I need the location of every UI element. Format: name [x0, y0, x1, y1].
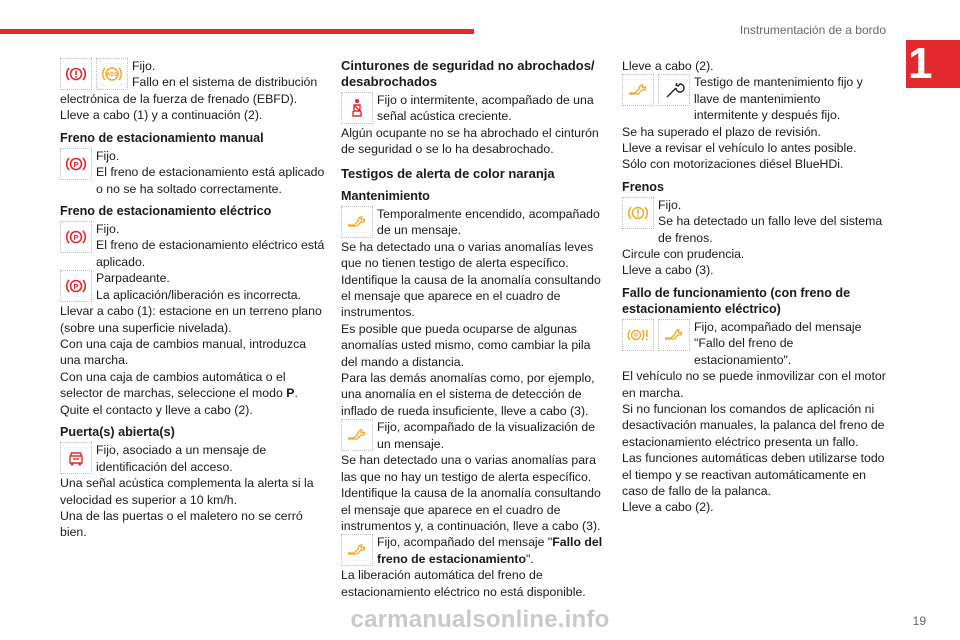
svg-text:P: P	[633, 332, 639, 340]
abs-action: Lleve a cabo (1) y a continuación (2).	[60, 108, 263, 123]
page-number: 19	[912, 614, 926, 628]
maintenance-text-2: Se ha detectado una o varias anomalías leves que no tienen testigo de alerta específico.	[341, 239, 594, 271]
heading-seatbelts: Cinturones de seguridad no abrochados/ desabrochados	[341, 58, 595, 89]
doors-text-3: Una de las puertas o el maletero no se cerró bien.	[60, 508, 303, 540]
wrench-icon	[658, 319, 690, 351]
doors-text-2: Una señal acústica complementa la alerta si la velocidad es superior a 10 km/h.	[60, 476, 314, 507]
service-text-4: Sólo con motorizaciones diésel BlueHDi.	[622, 157, 844, 172]
blinking-step-2: Con una caja de cambios manual, introduzca una marcha.	[60, 337, 307, 368]
mode-p: P	[286, 386, 295, 401]
brakes-state: Fijo.	[658, 197, 682, 212]
svg-text:P: P	[73, 282, 79, 292]
electric-state: Fijo.	[96, 222, 120, 237]
seatbelt-icon	[341, 92, 373, 124]
malfunction-text-3: Si no funcionan los comandos de aplicación ni desactivación manuales, la palanca del freno de estacionamiento eléctrico presenta un fallo.	[622, 401, 885, 449]
wrench-icon	[341, 419, 373, 451]
maintenance-text-5: Para las demás anomalías como, por ejemplo, una anomalía en el sistema de detección de inflado de rueda insuficiente, lleve a cabo (3).	[341, 371, 595, 418]
service-text-2: Se ha superado el plazo de revisión.	[622, 124, 821, 139]
brakes-text: Se ha detectado un fallo leve del sistema de frenos.	[658, 214, 883, 245]
abs-state: Fijo.	[132, 59, 156, 73]
seatbelt-block	[341, 92, 607, 125]
manual-text: El freno de estacionamiento está aplicado o no se ha soltado correctamente.	[96, 165, 325, 196]
watermark: carmanualsonline.info	[350, 606, 610, 633]
maintenance-text-2: Se han detectado una o varias anomalías para las que no hay un testigo de alerta específico.	[341, 453, 596, 484]
parking-brake-fault-icon	[622, 319, 654, 351]
abs-icon	[96, 58, 128, 90]
wrench-icon	[622, 74, 654, 106]
heading-doors-open: Puerta(s) abierta(s)	[60, 425, 175, 440]
heading-manual-parking-brake: Freno de estacionamiento manual	[60, 130, 264, 145]
doors-text: Fijo, asociado a un mensaje de identificación del acceso.	[96, 443, 267, 474]
electric-brake-block	[60, 221, 326, 270]
maintenance-text-4: Es posible que pueda ocuparse de algunas anomalías usted mismo, como cambiar la pila del mando a distancia.	[341, 321, 591, 369]
parking-brake-icon	[60, 221, 92, 253]
malfunction-text: Fijo, acompañado del mensaje "Fallo del freno de estacionamiento".	[694, 319, 862, 367]
top-red-bar	[0, 29, 474, 34]
door-open-icon	[60, 442, 92, 474]
maintenance-text-3: Identifique la causa de la anomalía consultando el mensaje que aparece en el cuadro de instrumentos.	[341, 272, 601, 320]
parking-brake-icon	[60, 270, 92, 302]
electric-text: El freno de estacionamiento eléctrico está aplicado.	[96, 238, 325, 269]
chapter-tab: 1	[906, 40, 960, 88]
brakes-block	[622, 197, 888, 246]
blinking-step-3-text: Con una caja de cambios automática o el selector de marchas, seleccione el modo	[60, 369, 287, 401]
maintenance-block-2	[341, 419, 607, 452]
seatbelt-text: Fijo o intermitente, acompañado de una señal acústica creciente.	[377, 93, 594, 124]
blinking-step-1: Llevar a cabo (1): estacione en un terreno plano (sobre una superficie nivelada).	[60, 304, 322, 335]
msg-name: Fallo del freno de estacionamiento	[377, 535, 603, 566]
doors-block	[60, 442, 326, 475]
svg-text:P: P	[73, 159, 79, 169]
header-title: Instrumentación de a bordo	[739, 23, 886, 37]
malfunction-text-4: Las funciones automáticas deben utilizarse todo el tiempo y se reactivan automáticamente en caso de fallo de la palanca.	[622, 451, 885, 498]
maintenance-text-3: Identifique la causa de la anomalía consultando el mensaje que aparece en el cuadro de instrumentos y, a continuación, lleve a cabo (3).	[341, 486, 601, 533]
blinking-step-3	[60, 369, 326, 402]
heading-malfunction: Fallo de funcionamiento (con freno de estacionamiento eléctrico)	[622, 285, 851, 316]
maintenance-text	[341, 534, 607, 567]
heading-maintenance: Mantenimiento	[341, 188, 430, 203]
column-3	[622, 58, 888, 516]
maintenance-text-2: La liberación automática del freno de estacionamiento eléctrico no está disponible.	[341, 568, 586, 599]
service-key-icon	[658, 74, 690, 106]
blinking-state: Parpadeante.	[96, 271, 170, 286]
abs-warning-block	[60, 58, 326, 91]
brakes-text-2: Circule con prudencia.	[622, 247, 745, 262]
blinking-text: La aplicación/liberación es incorrecta.	[96, 287, 302, 302]
msg-suffix: ".	[525, 551, 534, 566]
msg-prefix: Fijo, acompañado del mensaje "	[377, 535, 553, 550]
maintenance-block-3	[341, 534, 607, 567]
brakes-text-3: Lleve a cabo (3).	[622, 263, 714, 278]
maintenance-text: Fijo, acompañado de la visualización de un mensaje.	[377, 420, 596, 451]
svg-text:ABS: ABS	[106, 72, 118, 79]
service-block	[622, 74, 888, 123]
wrench-icon	[341, 534, 373, 566]
service-text: Testigo de mantenimiento fijo y llave de mantenimiento intermitente y después fijo.	[694, 75, 863, 123]
brake-warning-icon	[60, 58, 92, 90]
malfunction-block	[622, 319, 888, 368]
action-text: Lleve a cabo (2).	[622, 59, 714, 73]
period: .	[294, 386, 298, 401]
svg-text:P: P	[73, 232, 79, 242]
service-text-3: Lleve a revisar el vehículo lo antes posible.	[622, 141, 857, 156]
parking-brake-icon	[60, 148, 92, 180]
column-2	[341, 58, 607, 600]
brake-warning-icon	[622, 197, 654, 229]
abs-text-2: electrónica de la fuerza de frenado (EBFD).	[60, 92, 298, 106]
column-1	[60, 58, 326, 541]
blinking-step-4: Quite el contacto y lleve a cabo (2).	[60, 402, 253, 417]
blinking-brake-block	[60, 270, 326, 303]
manual-brake-block	[60, 148, 326, 197]
heading-electric-parking-brake: Freno de estacionamiento eléctrico	[60, 204, 272, 219]
seatbelt-text-2: Algún ocupante no se ha abrochado el cinturón de seguridad o se lo ha desabrochado.	[341, 126, 599, 157]
malfunction-text-5: Lleve a cabo (2).	[622, 500, 714, 515]
manual-state: Fijo.	[96, 148, 120, 163]
wrench-icon	[341, 206, 373, 238]
abs-text: Fallo en el sistema de distribución	[132, 75, 318, 90]
maintenance-text: Temporalmente encendido, acompañado de un mensaje.	[377, 206, 600, 238]
maintenance-block-1	[341, 206, 607, 239]
heading-brakes: Frenos	[622, 179, 664, 194]
heading-orange-warnings: Testigos de alerta de color naranja	[341, 165, 555, 181]
malfunction-text-2: El vehículo no se puede inmovilizar con el motor en marcha.	[622, 369, 886, 400]
